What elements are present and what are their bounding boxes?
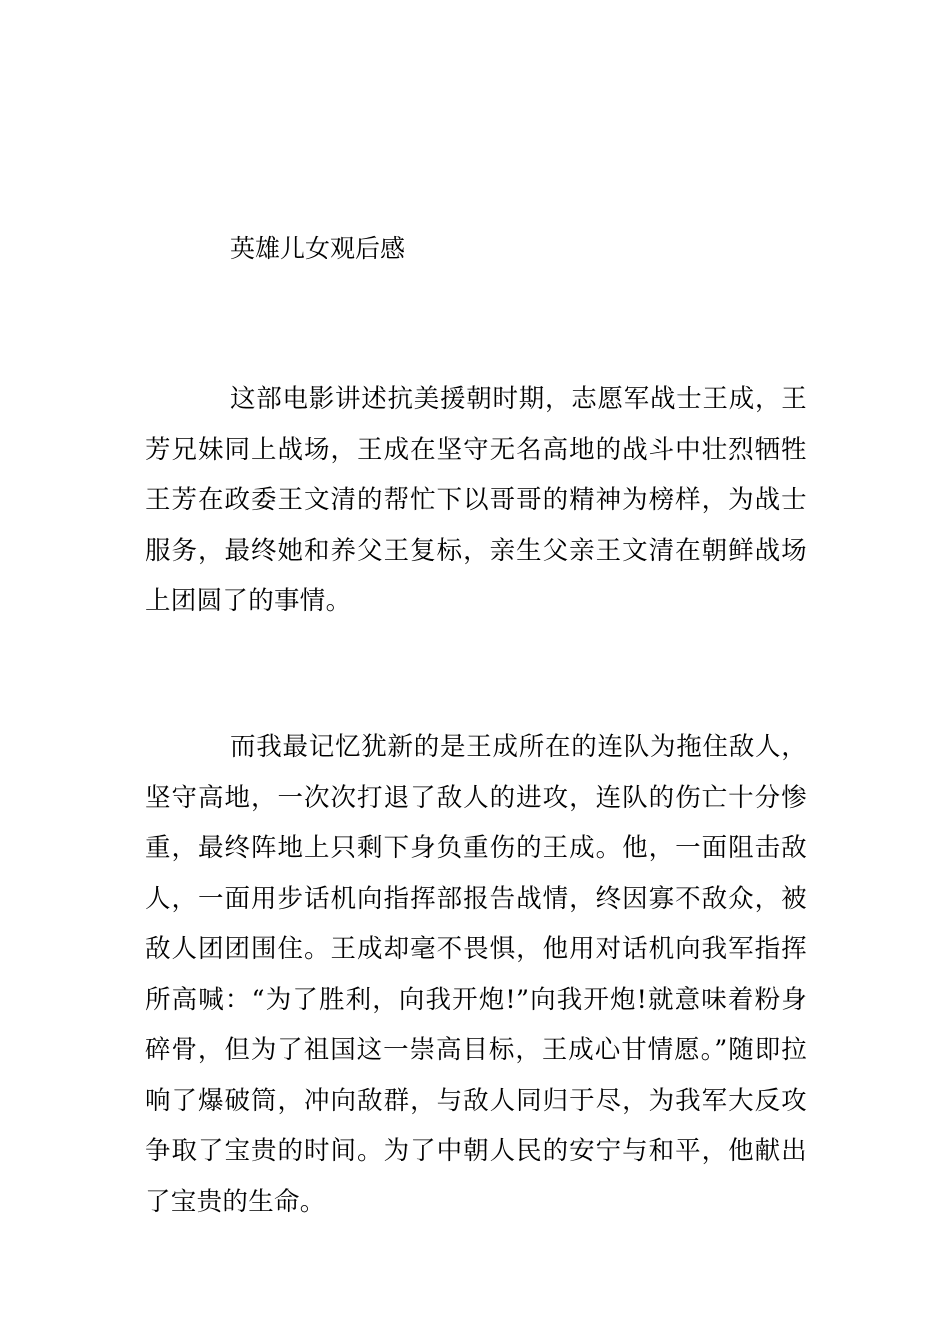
paragraph-1: 这部电影讲述抗美援朝时期，志愿军战士王成，王芳兄妹同上战场，王成在坚守无名高地的战斗中壮烈牺牲王芳在政委王文清的帮忙下以哥哥的精神为榜样，为战士服务，最终她和养父王复标，亲生父亲王文清在朝鲜战场上团圆了的事情。 [145,384,807,616]
document-title: 英雄儿女观后感 [230,234,406,263]
paragraph-2: 而我最记忆犹新的是王成所在的连队为拖住敌人，坚守高地，一次次打退了敌人的进攻，连队的伤亡十分惨重，最终阵地上只剩下身负重伤的王成。他，一面阻击敌人，一面用步话机向指挥部报告战情，终因寡不敌众，被敌人团团围住。王成却毫不畏惧，他用对话机向我军指挥所高喊：“为了胜利，向我开炮!”向我开炮!就意味着粉身碎骨，但为了祖国这一崇高目标，王成心甘情愿。”随即拉响了爆破筒，冲向敌群，与敌人同归于尽，为我军大反攻争取了宝贵的时间。为了中朝人民的安宁与和平，他献出了宝贵的生命。 [145,732,807,1217]
